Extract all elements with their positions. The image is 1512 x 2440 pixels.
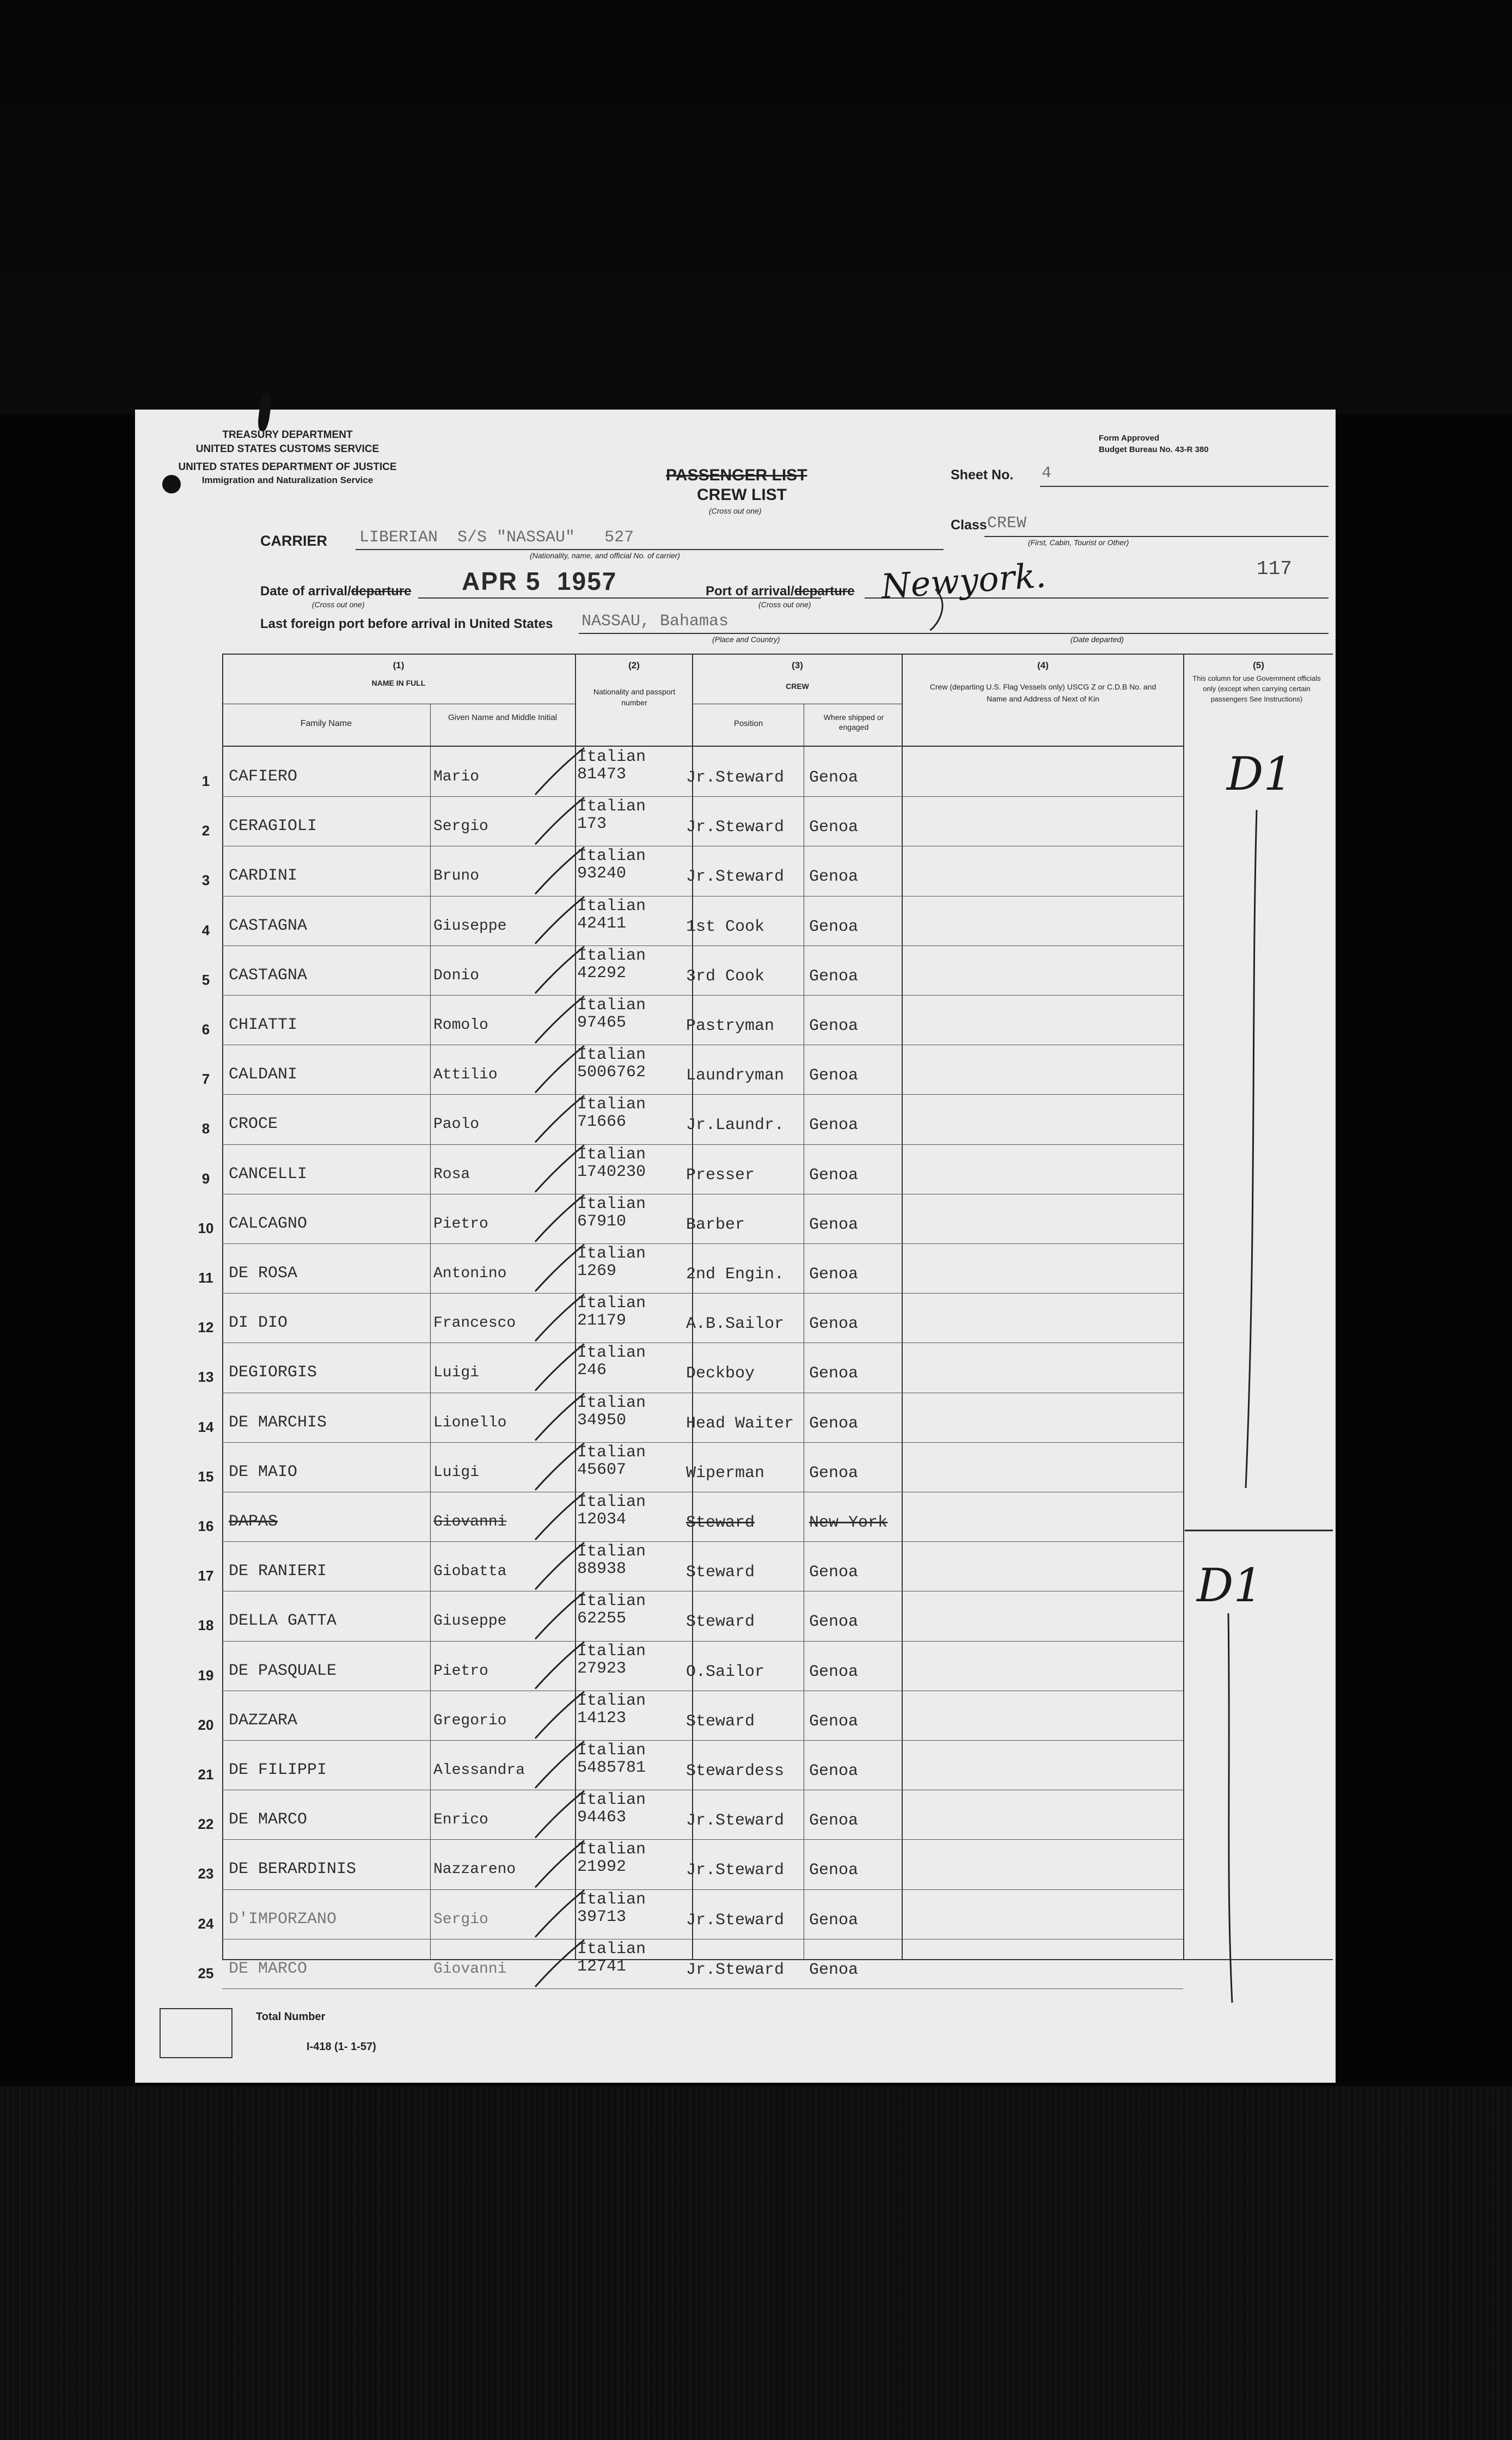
where-shipped: Genoa	[809, 917, 859, 936]
family-name: CAFIERO	[229, 767, 298, 786]
row-number: 8	[201, 1120, 210, 1137]
family-name: DE MARCO	[229, 1959, 308, 1978]
check-mark	[535, 1592, 584, 1639]
given-name: Nazzareno	[433, 1861, 516, 1878]
position: 3rd Cook	[686, 967, 765, 986]
where-shipped: Genoa	[809, 1414, 859, 1433]
nationality: Italian	[577, 1592, 646, 1611]
nationality: Italian	[577, 946, 646, 965]
given-name: Enrico	[433, 1811, 488, 1829]
nationality: Italian	[577, 1840, 646, 1859]
check-mark	[535, 1046, 584, 1093]
port-label-struck: departure	[794, 584, 855, 599]
position: Jr.Steward	[686, 1811, 785, 1831]
check-mark	[535, 1344, 584, 1390]
passport-number: 42411	[577, 914, 627, 933]
family-name: DE MARCO	[229, 1810, 308, 1829]
class-note: (First, Cabin, Tourist or Other)	[1028, 538, 1129, 547]
position: Presser	[686, 1166, 755, 1185]
passport-number: 14123	[577, 1709, 627, 1728]
nationality: Italian	[577, 1145, 646, 1164]
nationality: Italian	[577, 1194, 646, 1213]
dept-line-2: UNITED STATES CUSTOMS SERVICE	[195, 443, 379, 455]
row-number: 10	[198, 1219, 214, 1236]
given-name: Giovanni	[433, 1960, 507, 1978]
where-shipped: Genoa	[809, 868, 859, 887]
position: Pastryman	[686, 1017, 775, 1035]
passport-number: 1269	[577, 1262, 617, 1280]
crew-list-title: CREW LIST	[697, 486, 787, 504]
passport-number: 34950	[577, 1411, 627, 1430]
where-shipped: Genoa	[809, 1861, 859, 1880]
given-name: Giobatta	[433, 1563, 507, 1581]
row-number: 12	[198, 1319, 214, 1336]
check-mark	[535, 1195, 584, 1242]
family-name-header: Family Name	[300, 719, 352, 728]
passport-number: 5006762	[577, 1063, 646, 1082]
passport-number: 27923	[577, 1659, 627, 1678]
page-number: 117	[1257, 558, 1292, 580]
row-number: 16	[198, 1518, 214, 1534]
position: Wiperman	[686, 1463, 765, 1483]
row-number: 15	[198, 1468, 214, 1485]
where-shipped: Genoa	[809, 1166, 859, 1185]
nationality: Italian	[577, 1493, 646, 1511]
check-mark	[535, 1095, 584, 1142]
passport-number: 93240	[577, 864, 627, 883]
sheet-label: Sheet No.	[951, 467, 1014, 483]
check-mark	[535, 1245, 584, 1291]
position: Jr.Steward	[686, 1911, 785, 1930]
nationality: Italian	[577, 1741, 646, 1760]
position: Jr.Steward	[686, 1861, 785, 1880]
family-name: CALDANI	[229, 1065, 298, 1084]
family-name: CARDINI	[229, 867, 298, 886]
given-name: Mario	[433, 768, 480, 785]
check-mark	[535, 996, 584, 1043]
nationality: Italian	[577, 1443, 646, 1462]
passport-number: 67910	[577, 1212, 627, 1231]
check-mark	[535, 1443, 584, 1490]
position: Laundryman	[686, 1066, 785, 1085]
where-shipped: Genoa	[809, 768, 859, 787]
family-name: CASTAGNA	[229, 916, 308, 935]
passport-number: 42292	[577, 963, 627, 983]
row-number: 2	[201, 822, 210, 839]
handwritten-marks	[135, 410, 1336, 2083]
position: Jr.Steward	[686, 768, 785, 787]
given-name: Alessandra	[433, 1762, 525, 1779]
passport-number: 12741	[577, 1957, 627, 1976]
family-name: CERAGIOLI	[229, 817, 317, 836]
row-number: 5	[201, 971, 210, 988]
date-stamp-year: 1957	[557, 567, 617, 595]
nationality: Italian	[577, 1691, 646, 1710]
nationality: Italian	[577, 1344, 646, 1363]
check-mark	[535, 897, 584, 944]
where-shipped: Genoa	[809, 1762, 859, 1780]
position: 1st Cook	[686, 917, 765, 936]
where-shipped: Genoa	[809, 1613, 859, 1632]
check-mark	[535, 1642, 584, 1689]
date-departed-note: (Date departed)	[1070, 635, 1124, 644]
form-approved: Form Approved	[1099, 434, 1160, 443]
position: Jr.Laundr.	[686, 1116, 785, 1135]
port-cross-note: (Cross out one)	[758, 600, 811, 609]
family-name: DE PASQUALE	[229, 1661, 337, 1680]
check-mark	[535, 797, 584, 844]
family-name: DELLA GATTA	[229, 1612, 337, 1631]
where-shipped: Genoa	[809, 967, 859, 986]
nationality: Italian	[577, 1294, 646, 1313]
passport-number: 173	[577, 815, 607, 834]
position: Steward	[686, 1613, 755, 1632]
given-name: Pietro	[433, 1662, 488, 1680]
col5-title: This column for use Government officials only (except when carrying certain passengers See Instructions)	[1192, 674, 1321, 703]
check-mark	[535, 1692, 584, 1738]
official-bracket-line-2	[1228, 1613, 1232, 2003]
given-name-header: Given Name and Middle Initial	[448, 713, 558, 722]
family-name: D'IMPORZANO	[229, 1910, 337, 1929]
row-number: 7	[201, 1071, 210, 1088]
row-number: 14	[198, 1418, 214, 1435]
check-mark	[535, 748, 584, 795]
check-mark	[535, 1394, 584, 1441]
row-number: 13	[198, 1369, 214, 1386]
last-port-label: Last foreign port before arrival in United States	[260, 617, 553, 631]
nationality: Italian	[577, 996, 646, 1015]
cross-out-one-note: (Cross out one)	[709, 507, 762, 515]
family-name: DE FILIPPI	[229, 1761, 327, 1779]
scan-background-bottom	[0, 2086, 1512, 2440]
dept-line-3: UNITED STATES DEPARTMENT OF JUSTICE	[178, 461, 397, 473]
check-mark	[535, 1791, 584, 1838]
row-number: 25	[198, 1965, 214, 1981]
given-name: Pietro	[433, 1215, 488, 1233]
dept-line-1: TREASURY DEPARTMENT	[222, 429, 353, 441]
family-name: DE MARCHIS	[229, 1413, 327, 1432]
family-name: CALCAGNO	[229, 1214, 308, 1233]
check-mark	[535, 947, 584, 993]
passport-number: 246	[577, 1361, 607, 1380]
nationality: Italian	[577, 1890, 646, 1909]
passport-number: 5485781	[577, 1759, 646, 1777]
given-name: Lionello	[433, 1414, 507, 1431]
check-mark	[535, 1493, 584, 1540]
given-name: Francesco	[433, 1315, 516, 1332]
family-name: DE MAIO	[229, 1462, 298, 1481]
port-label-start: Port of arrival/	[706, 584, 794, 599]
row-number: 19	[198, 1667, 214, 1683]
passenger-list-title: PASSENGER LIST	[666, 466, 807, 484]
where-shipped: New York	[809, 1514, 888, 1532]
family-name: CANCELLI	[229, 1164, 308, 1184]
row-number: 4	[201, 922, 210, 938]
row-number: 21	[198, 1766, 214, 1783]
passport-number: 12034	[577, 1510, 627, 1529]
passport-number: 62255	[577, 1609, 627, 1628]
family-name: DAZZARA	[229, 1711, 298, 1730]
nationality: Italian	[577, 1095, 646, 1114]
nationality: Italian	[577, 896, 646, 916]
row-number: 23	[198, 1865, 214, 1882]
col1-title: NAME IN FULL	[371, 679, 426, 687]
where-shipped: Genoa	[809, 1662, 859, 1681]
family-name: DI DIO	[229, 1314, 288, 1333]
passport-number: 97465	[577, 1014, 627, 1032]
check-mark	[535, 1294, 584, 1341]
family-name: CROCE	[229, 1115, 278, 1134]
date-stamp-month-day: APR 5	[462, 567, 541, 595]
passport-number: 39713	[577, 1907, 627, 1926]
where-shipped: Genoa	[809, 1265, 859, 1284]
col2-title: Nationality and passport number	[593, 687, 676, 707]
row-number: 20	[198, 1716, 214, 1733]
port-value-handwritten: Newyork.	[879, 555, 1048, 607]
position: Head Waiter	[686, 1414, 794, 1433]
nationality: Italian	[577, 1939, 646, 1959]
position: Jr.Steward	[686, 818, 785, 837]
last-port-value: NASSAU, Bahamas	[581, 612, 729, 631]
family-name: CHIATTI	[229, 1016, 298, 1034]
where-shipped: Genoa	[809, 1364, 859, 1383]
row-number: 3	[201, 872, 210, 889]
given-name: Antonino	[433, 1265, 507, 1282]
row-number: 9	[201, 1170, 210, 1187]
where-shipped: Genoa	[809, 1017, 859, 1035]
check-mark	[535, 847, 584, 894]
passport-number: 94463	[577, 1808, 627, 1827]
position: Steward	[686, 1712, 755, 1731]
passport-number: 1740230	[577, 1162, 646, 1181]
family-name: DE ROSA	[229, 1264, 298, 1283]
where-shipped: Genoa	[809, 1215, 859, 1234]
position: O.Sailor	[686, 1662, 765, 1681]
passport-number: 88938	[577, 1560, 627, 1579]
passport-number: 71666	[577, 1113, 627, 1132]
sheet-number: 4	[1042, 464, 1052, 483]
where-shipped: Genoa	[809, 1911, 859, 1930]
position: 2nd Engin.	[686, 1265, 785, 1284]
row-number: 22	[198, 1816, 214, 1833]
where-shipped: Genoa	[809, 1315, 859, 1334]
nationality: Italian	[577, 1791, 646, 1810]
position: Deckboy	[686, 1364, 755, 1383]
position: Stewardess	[686, 1762, 785, 1780]
check-mark	[535, 1940, 584, 1987]
row-number: 18	[198, 1617, 214, 1634]
crew-list-form	[135, 410, 1336, 2083]
total-number-label: Total Number	[256, 2011, 326, 2023]
given-name: Sergio	[433, 1911, 488, 1928]
passport-number: 21179	[577, 1311, 627, 1331]
where-shipped: Genoa	[809, 1811, 859, 1831]
row-number: 11	[198, 1270, 213, 1286]
check-mark	[535, 1741, 584, 1788]
form-number: I-418 (1- 1-57)	[307, 2041, 376, 2053]
given-name: Giuseppe	[433, 1613, 507, 1630]
place-note: (Place and Country)	[712, 635, 780, 644]
family-name: DEGIORGIS	[229, 1363, 317, 1382]
row-number: 17	[198, 1567, 214, 1584]
nationality: Italian	[577, 797, 646, 816]
carrier-note: (Nationality, name, and official No. of carrier)	[530, 551, 680, 560]
given-name: Attilio	[433, 1066, 498, 1084]
family-name: DAPAS	[229, 1512, 278, 1531]
date-label-start: Date of arrival/	[260, 584, 351, 599]
check-mark	[535, 1145, 584, 1192]
family-name: DE BERARDINIS	[229, 1860, 357, 1879]
given-name: Gregorio	[433, 1712, 507, 1729]
passport-number: 81473	[577, 765, 627, 784]
check-mark	[535, 1840, 584, 1887]
where-shipped-header: Where shipped or engaged	[823, 713, 884, 731]
given-name: Donio	[433, 967, 480, 984]
where-shipped: Genoa	[809, 1116, 859, 1135]
class-value: CREW	[987, 514, 1027, 533]
position-header: Position	[733, 719, 763, 728]
position: Jr.Steward	[686, 868, 785, 887]
passport-number: 21992	[577, 1858, 627, 1877]
nationality: Italian	[577, 1642, 646, 1661]
col1-num: (1)	[393, 660, 405, 670]
col3-num: (3)	[792, 660, 803, 670]
nationality: Italian	[577, 748, 646, 766]
col4-title: Crew (departing U.S. Flag Vessels only) USCG Z or C.D.B No. and Name and Address of Next of Kin	[929, 682, 1156, 703]
col3-title: CREW	[786, 682, 809, 691]
nationality: Italian	[577, 1046, 646, 1065]
nationality: Italian	[577, 1393, 646, 1412]
row-number: 6	[201, 1021, 210, 1038]
nationality: Italian	[577, 847, 646, 866]
carrier-value: LIBERIAN S/S "NASSAU" 527	[359, 528, 634, 547]
col2-num: (2)	[628, 660, 640, 670]
where-shipped: Genoa	[809, 818, 859, 837]
given-name: Rosa	[433, 1166, 470, 1183]
dept-line-4: Immigration and Naturalization Service	[201, 475, 374, 485]
row-number: 1	[201, 773, 210, 789]
given-name: Giovanni	[433, 1514, 507, 1530]
where-shipped: Genoa	[809, 1066, 859, 1085]
position: Jr.Steward	[686, 1960, 785, 1979]
where-shipped: Genoa	[809, 1463, 859, 1483]
scan-background-top	[0, 0, 1512, 414]
check-mark	[535, 1542, 584, 1589]
official-mark-1: D1	[1227, 747, 1293, 801]
carrier-label: CARRIER	[260, 533, 328, 549]
where-shipped: Genoa	[809, 1960, 859, 1979]
passport-number: 45607	[577, 1460, 627, 1479]
position: Steward	[686, 1514, 755, 1532]
budget-bureau: Budget Bureau No. 43-R 380	[1099, 445, 1209, 454]
family-name: DE RANIERI	[229, 1562, 327, 1581]
family-name: CASTAGNA	[229, 966, 308, 985]
given-name: Luigi	[433, 1364, 480, 1382]
nationality: Italian	[577, 1542, 646, 1561]
official-mark-2: D1	[1197, 1559, 1263, 1612]
position: Steward	[686, 1563, 755, 1582]
date-label-struck: departure	[351, 584, 412, 599]
where-shipped: Genoa	[809, 1563, 859, 1582]
given-name: Giuseppe	[433, 917, 507, 935]
given-name: Paolo	[433, 1116, 480, 1133]
row-number: 24	[198, 1915, 214, 1932]
total-number-box	[160, 2008, 232, 2058]
given-name: Romolo	[433, 1017, 488, 1034]
given-name: Bruno	[433, 868, 480, 885]
class-label: Class	[951, 517, 987, 533]
nationality: Italian	[577, 1245, 646, 1263]
given-name: Sergio	[433, 818, 488, 835]
check-mark	[535, 1890, 584, 1937]
col4-num: (4)	[1037, 660, 1049, 670]
given-name: Luigi	[433, 1463, 480, 1481]
where-shipped: Genoa	[809, 1712, 859, 1731]
position: Barber	[686, 1215, 745, 1234]
position: A.B.Sailor	[686, 1315, 785, 1334]
header-curve-mark	[930, 589, 942, 630]
col5-num: (5)	[1253, 660, 1264, 670]
date-cross-note: (Cross out one)	[312, 600, 365, 609]
official-bracket-line-1	[1246, 810, 1257, 1488]
